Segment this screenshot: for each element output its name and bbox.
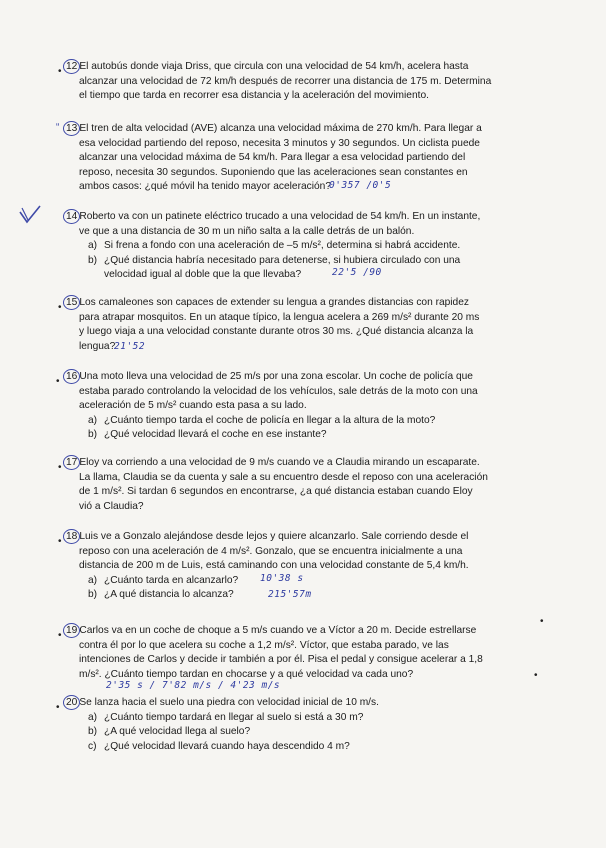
margin-bullet: • <box>56 376 60 387</box>
problem-text: alcanzar una velocidad de 72 km/h después de recorrer una distancia de 175 m. Determina <box>79 75 492 87</box>
problem-number: 15 <box>66 296 77 311</box>
problem-number: 19 <box>66 624 77 639</box>
checkmark-icon <box>18 204 48 226</box>
handwritten-answer: 215'57m <box>268 589 312 601</box>
problem-text: estaba parado controlando la velocidad de los vehículos, sale detrás de la moto con una <box>79 385 478 397</box>
problem-text: lengua? <box>79 340 116 352</box>
problem-text: El tren de alta velocidad (AVE) alcanza una velocidad máxima de 270 km/h. Para llegar a <box>79 123 482 134</box>
problem-20 <box>66 696 536 754</box>
problem-text: ambos casos: ¿qué móvil ha tenido mayor aceleración? <box>79 181 331 193</box>
problem-19 <box>66 624 536 694</box>
problem-text: y luego viaja a una velocidad constante durante otros 30 ms. ¿Qué distancia alcanza la <box>79 326 474 338</box>
sub-question-b-cont: velocidad igual al doble que la que llevaba? 22'5 /90 <box>104 267 382 281</box>
problem-18 <box>66 530 536 603</box>
problem-number: 17 <box>66 456 77 471</box>
problem-text: El autobús donde viaja Driss, que circula con una velocidad de 54 km/h, acelera hasta <box>79 61 469 72</box>
problem-text: La llama, Claudia se da cuenta y sale a su encuentro desde el reposo con una aceleración <box>79 471 488 483</box>
margin-bullet: • <box>540 616 544 627</box>
margin-bullet: • <box>58 630 62 641</box>
sub-question-a: a) ¿Cuánto tiempo tardará en llegar al suelo si está a 30 m? <box>88 711 364 723</box>
margin-bullet: • <box>534 670 538 681</box>
problem-text: intenciones de Carlos y decide ir también a por él. Pisa el pedal y consigue acelerar a 1,8 <box>79 654 483 666</box>
sub-question-b: b) ¿Qué distancia habría necesitado para detenerse, si hubiera circulado con una <box>88 254 461 266</box>
margin-bullet: • <box>56 702 60 713</box>
sub-question-a: a) ¿Cuánto tarda en alcanzarlo? 10'38 s <box>88 572 304 586</box>
problem-13 <box>66 122 536 195</box>
problem-12 <box>66 60 536 104</box>
problem-14 <box>66 210 536 283</box>
problem-17 <box>66 456 536 514</box>
sub-question-c: c) ¿Qué velocidad llevará cuando haya descendido 4 m? <box>88 740 350 752</box>
problem-text: esa velocidad partiendo del reposo, necesita 3 minutos y 30 segundos. Un ciclista puede <box>79 137 480 149</box>
handwritten-answer: 22'5 /90 <box>332 267 382 279</box>
problem-text: Una moto lleva una velocidad de 25 m/s por una zona escolar. Un coche de policía que <box>79 371 473 382</box>
handwritten-answer: 0'357 /0'5 <box>329 180 392 192</box>
problem-number: 16 <box>66 370 77 385</box>
problem-text: Los camaleones son capaces de extender su lengua a grandes distancias con rapidez <box>79 297 469 308</box>
problem-text: Roberto va con un patinete eléctrico trucado a una velocidad de 54 km/h. En un instante, <box>79 211 481 222</box>
margin-mark: “ <box>56 122 60 133</box>
handwritten-answer: 2'35 s / 7'82 m/s / 4'23 m/s <box>106 680 281 692</box>
sub-question-a: a) ¿Cuánto tiempo tarda el coche de policía en llegar a la altura de la moto? <box>88 414 436 426</box>
margin-bullet: • <box>58 536 62 547</box>
margin-bullet: • <box>58 66 62 77</box>
problem-text: el tiempo que tarda en recorrer esa distancia y la aceleración del movimiento. <box>79 90 429 102</box>
problem-16 <box>66 370 536 443</box>
handwritten-answer: 10'38 s <box>260 572 304 584</box>
problem-number: 13 <box>66 122 77 137</box>
problem-text: Se lanza hacia el suelo una piedra con velocidad inicial de 10 m/s. <box>79 697 379 708</box>
problem-text: reposo con una aceleración de 4 m/s². Gonzalo, que se encuentra inicialmente a una <box>79 545 463 557</box>
problem-text: contra él por lo que acelera su coche a 1,2 m/s². Víctor, que estaba parado, ve las <box>79 639 449 651</box>
problem-text: Eloy va corriendo a una velocidad de 9 m/s cuando ve a Claudia mirando un escaparate. <box>79 457 480 468</box>
problem-text: Luis ve a Gonzalo alejándose desde lejos y quiere alcanzarlo. Sale corriendo desde el <box>79 531 469 542</box>
problem-text: para atrapar mosquitos. En un ataque típico, la lengua acelera a 269 m/s² durante 20 ms <box>79 311 480 323</box>
problem-number: 12 <box>66 60 77 75</box>
sub-question-a: a) Si frena a fondo con una aceleración de –5 m/s², determina si habrá accidente. <box>88 240 461 252</box>
problem-number: 18 <box>66 530 77 545</box>
problem-text: alcanzar una velocidad máxima de 54 km/h. Para llegar a esa velocidad partiendo del <box>79 152 466 164</box>
handwritten-answer: 21'52 <box>114 340 146 352</box>
problem-text: de 1 m/s². Si tardan 6 segundos en encontrarse, ¿a qué distancia estaban cuando Eloy <box>79 486 473 498</box>
problem-text: vió a Claudia? <box>79 500 144 512</box>
problem-text: ve que a una distancia de 30 m un niño salta a la calle detrás de un balón. <box>79 225 415 237</box>
problem-text: distancia de 200 m de Luis, está caminando con una velocidad constante de 5,4 km/h. <box>79 560 469 572</box>
margin-bullet: • <box>58 462 62 473</box>
sub-question-b: b) ¿Qué velocidad llevará el coche en ese instante? <box>88 429 327 441</box>
problem-15 <box>66 296 536 354</box>
problem-number: 20 <box>66 696 77 711</box>
problem-text: aceleración de 5 m/s² cuando esta pasa a su lado. <box>79 400 307 412</box>
sub-question-b: b) ¿A qué distancia lo alcanza? 215'57m <box>66 588 536 603</box>
problem-number: 14 <box>66 210 77 225</box>
sub-question-b: b) ¿A qué velocidad llega al suelo? <box>88 726 251 738</box>
margin-bullet: • <box>58 302 62 313</box>
problem-text: reposo, necesita 30 segundos. Suponiendo que las aceleraciones sean constantes en <box>79 166 468 178</box>
problem-text: Carlos va en un coche de choque a 5 m/s cuando ve a Víctor a 20 m. Decide estrellarse <box>79 625 477 636</box>
problem-text: m/s². ¿Cuánto tiempo tardan en chocarse y a qué velocidad va cada uno? <box>79 668 414 680</box>
